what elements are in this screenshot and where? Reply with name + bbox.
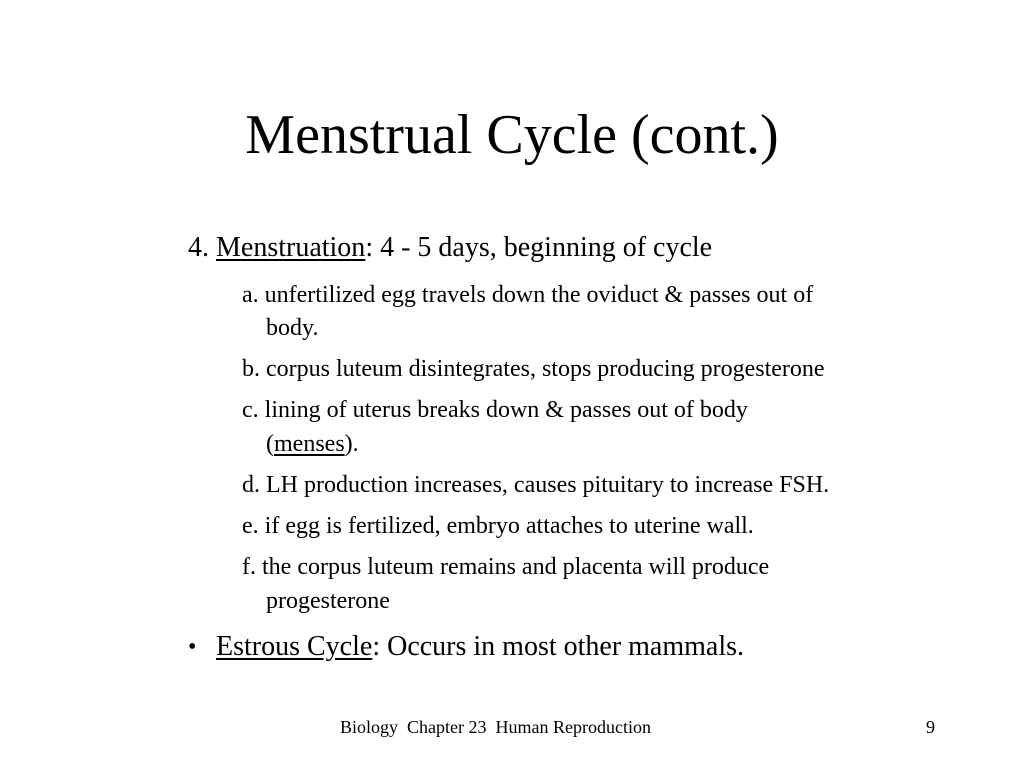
subitem-a-line2: body. xyxy=(266,315,319,341)
list-item-estrous-cycle xyxy=(216,630,744,664)
subitem-f-line1: f. the corpus luteum remains and placenta will produce xyxy=(242,554,770,580)
subitem-d: d. LH production increases, causes pituitary to increase FSH. xyxy=(242,472,830,498)
slide-title: Menstrual Cycle (cont.) xyxy=(245,104,779,166)
subitem-a-line1: a. unfertilized egg travels down the oviduct & passes out of xyxy=(242,282,814,308)
bullet-marker: • xyxy=(188,634,197,660)
term-menstruation: Menstruation xyxy=(216,232,366,263)
subitem-c-line2 xyxy=(266,429,359,459)
term-estrous-cycle: Estrous Cycle xyxy=(216,631,373,662)
footer-text: Biology Chapter 23 Human Reproduction xyxy=(340,717,651,737)
subitem-e: e. if egg is fertilized, embryo attaches to uterine wall. xyxy=(242,513,754,539)
list-item-menstruation xyxy=(188,231,712,265)
term-menses: menses xyxy=(274,431,345,457)
paren-open: ( xyxy=(266,431,274,457)
subitem-b: b. corpus luteum disintegrates, stops producing progesterone xyxy=(242,356,825,382)
subitem-c-line1: c. lining of uterus breaks down & passes out of body xyxy=(242,397,748,423)
estrous-description: : Occurs in most other mammals. xyxy=(372,631,745,662)
item-number: 4. xyxy=(188,232,216,263)
paren-close: ). xyxy=(344,431,359,457)
subitem-f-line2: progesterone xyxy=(266,588,390,614)
item-description: : 4 - 5 days, beginning of cycle xyxy=(365,232,713,263)
page-number: 9 xyxy=(926,717,935,737)
